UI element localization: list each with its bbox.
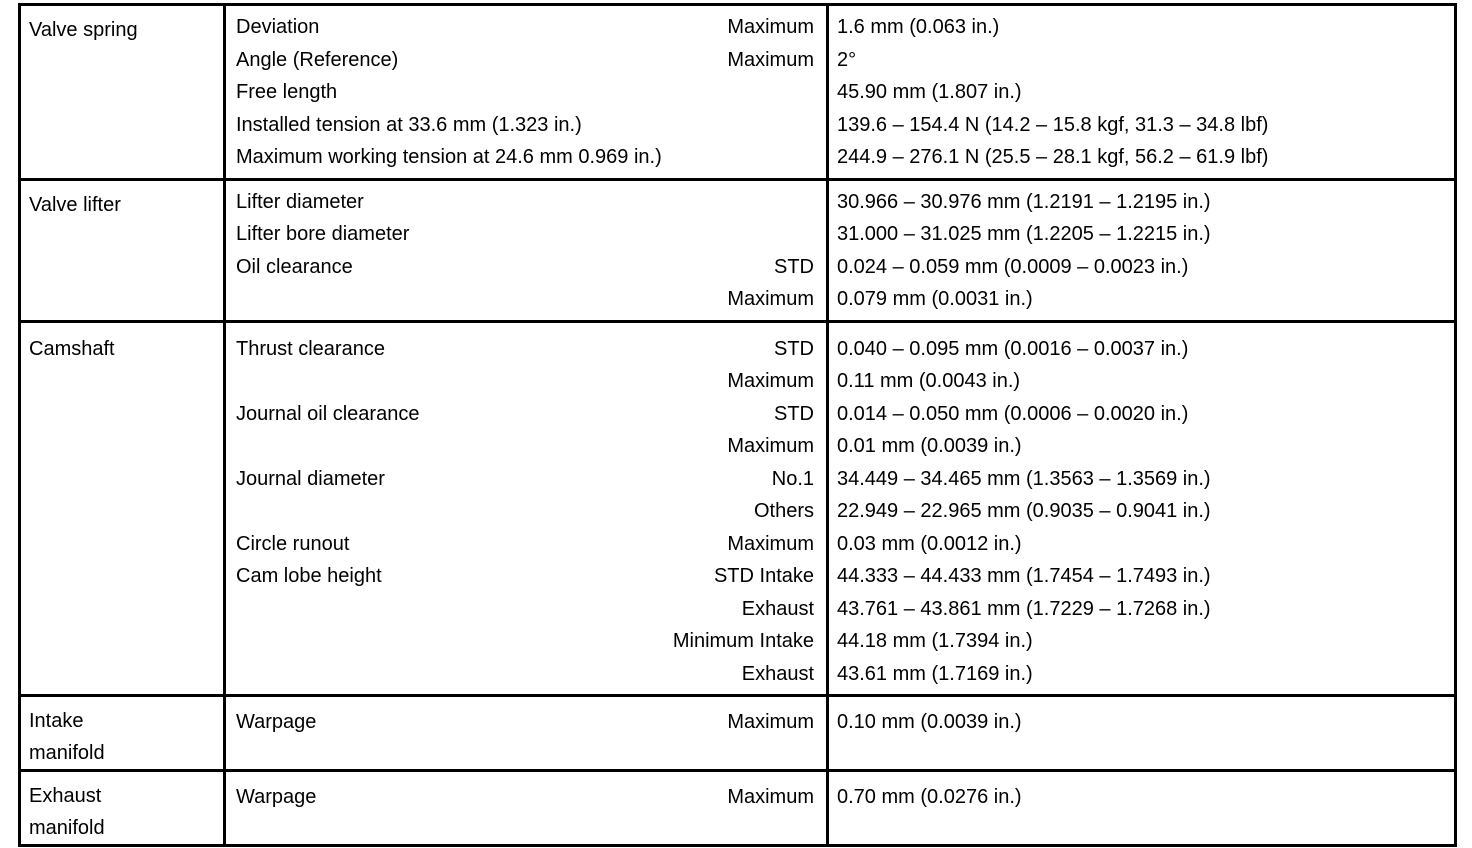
item-condition: STD	[774, 402, 814, 425]
item-condition: Exhaust	[741, 597, 814, 620]
category-line: Exhaust	[29, 785, 102, 807]
category-line: manifold	[29, 742, 105, 764]
item-row	[226, 365, 826, 398]
category-label: Camshaft	[29, 337, 115, 360]
item-condition: Maximum	[727, 435, 814, 457]
section-valve-spring	[20, 5, 1456, 180]
spec-value: 44.333 – 44.433 mm (1.7454 – 1.7493 in.)	[837, 565, 1211, 587]
item-label: Maximum working tension at 24.6 mm 0.969 in.)	[236, 146, 662, 168]
item-condition: Maximum	[727, 16, 814, 38]
item-row	[226, 333, 826, 366]
item-row	[226, 251, 826, 284]
item-row	[226, 11, 826, 44]
item-row	[226, 218, 826, 251]
item-condition: Maximum	[727, 786, 814, 808]
spec-value: 31.000 – 31.025 mm (1.2205 – 1.2215 in.)	[837, 223, 1211, 245]
section-camshaft	[20, 321, 1456, 696]
item-row	[226, 593, 826, 626]
item-condition: Maximum	[727, 711, 814, 733]
item-condition: Minimum Intake	[672, 630, 814, 652]
spec-value: 1.6 mm (0.063 in.)	[837, 16, 1000, 38]
item-row	[226, 706, 826, 739]
value-cell	[828, 5, 1456, 180]
spec-value: 0.040 – 0.095 mm (0.0016 – 0.0037 in.)	[837, 337, 1189, 360]
item-label: Warpage	[236, 786, 317, 808]
item-row	[226, 658, 826, 691]
item-label: Journal oil clearance	[236, 402, 420, 425]
spec-value: 22.949 – 22.965 mm (0.9035 – 0.9041 in.)	[837, 500, 1211, 522]
category-cell	[20, 696, 225, 771]
spec-value: 45.90 mm (1.807 in.)	[837, 81, 1022, 103]
item-row	[226, 625, 826, 658]
category-label: Valve lifter	[29, 193, 121, 216]
category-label	[21, 697, 223, 769]
item-row	[226, 283, 826, 316]
item-condition: Maximum	[727, 532, 814, 555]
value-cell	[828, 321, 1456, 696]
item-condition: STD	[774, 337, 814, 360]
item-label: Installed tension at 33.6 mm (1.323 in.)	[236, 113, 582, 136]
item-label: Deviation	[236, 16, 320, 38]
spec-value: 34.449 – 34.465 mm (1.3563 – 1.3569 in.)	[837, 467, 1211, 490]
category-label: Valve spring	[29, 19, 138, 41]
item-condition: No.1	[771, 467, 814, 490]
spec-value: 0.024 – 0.059 mm (0.0009 – 0.0023 in.)	[837, 255, 1189, 278]
section-valve-lifter	[20, 179, 1456, 321]
category-line: manifold	[29, 817, 105, 839]
item-condition: STD Intake	[713, 565, 814, 587]
item-condition: Others	[753, 500, 814, 522]
item-condition: STD	[774, 255, 814, 278]
item-label: Circle runout	[236, 532, 350, 555]
item-label: Journal diameter	[236, 467, 385, 490]
category-cell	[20, 5, 225, 180]
spec-value: 44.18 mm (1.7394 in.)	[837, 630, 1033, 652]
item-row	[226, 463, 826, 496]
item-row	[226, 76, 826, 109]
value-cell	[828, 179, 1456, 321]
spec-value: 0.11 mm (0.0043 in.)	[837, 370, 1021, 392]
spec-value: 2°	[837, 48, 857, 71]
item-row	[226, 109, 826, 142]
item-label: Free length	[236, 81, 338, 103]
item-cell	[225, 321, 828, 696]
value-cell	[828, 696, 1456, 771]
spec-value: 0.10 mm (0.0039 in.)	[837, 711, 1022, 733]
spec-value: 43.61 mm (1.7169 in.)	[837, 662, 1033, 685]
item-label: Angle (Reference)	[236, 48, 399, 71]
item-row	[226, 528, 826, 561]
section-exhaust-manifold	[20, 771, 1456, 846]
item-row	[226, 186, 826, 219]
item-label: Thrust clearance	[236, 337, 385, 360]
item-row	[226, 781, 826, 814]
item-label: Lifter bore diameter	[236, 223, 410, 245]
item-row	[226, 141, 826, 174]
spec-value: 30.966 – 30.976 mm (1.2191 – 1.2195 in.)	[837, 190, 1211, 213]
item-label: Oil clearance	[236, 255, 353, 278]
spec-value: 0.01 mm (0.0039 in.)	[837, 435, 1022, 457]
item-row	[226, 44, 826, 77]
value-cell	[828, 771, 1456, 846]
item-label: Warpage	[236, 711, 317, 733]
spec-value: 43.761 – 43.861 mm (1.7229 – 1.7268 in.)	[837, 597, 1211, 620]
item-row	[226, 398, 826, 431]
spec-value: 139.6 – 154.4 N (14.2 – 15.8 kgf, 31.3 – 34.8 lbf)	[837, 113, 1269, 136]
item-cell	[225, 696, 828, 771]
item-cell	[225, 771, 828, 846]
spec-value: 0.014 – 0.050 mm (0.0006 – 0.0020 in.)	[837, 402, 1189, 425]
spec-value: 244.9 – 276.1 N (25.5 – 28.1 kgf, 56.2 – 61.9 lbf)	[837, 146, 1269, 168]
category-label	[21, 772, 223, 844]
item-row	[226, 495, 826, 528]
section-intake-manifold	[20, 696, 1456, 771]
item-label: Cam lobe height	[236, 565, 382, 587]
item-condition: Exhaust	[741, 662, 814, 685]
item-label: Lifter diameter	[236, 190, 364, 213]
item-cell	[225, 5, 828, 180]
item-condition: Maximum	[727, 48, 814, 71]
spec-value: 0.079 mm (0.0031 in.)	[837, 288, 1033, 310]
item-cell	[225, 179, 828, 321]
item-condition: Maximum	[727, 288, 814, 310]
item-condition: Maximum	[727, 370, 814, 392]
category-cell	[20, 179, 225, 321]
category-cell	[20, 771, 225, 846]
category-cell	[20, 321, 225, 696]
spec-value: 0.03 mm (0.0012 in.)	[837, 532, 1022, 555]
item-row	[226, 560, 826, 593]
spec-value: 0.70 mm (0.0276 in.)	[837, 786, 1022, 808]
category-line: Intake	[29, 710, 84, 732]
spec-table	[18, 3, 1457, 847]
item-row	[226, 430, 826, 463]
